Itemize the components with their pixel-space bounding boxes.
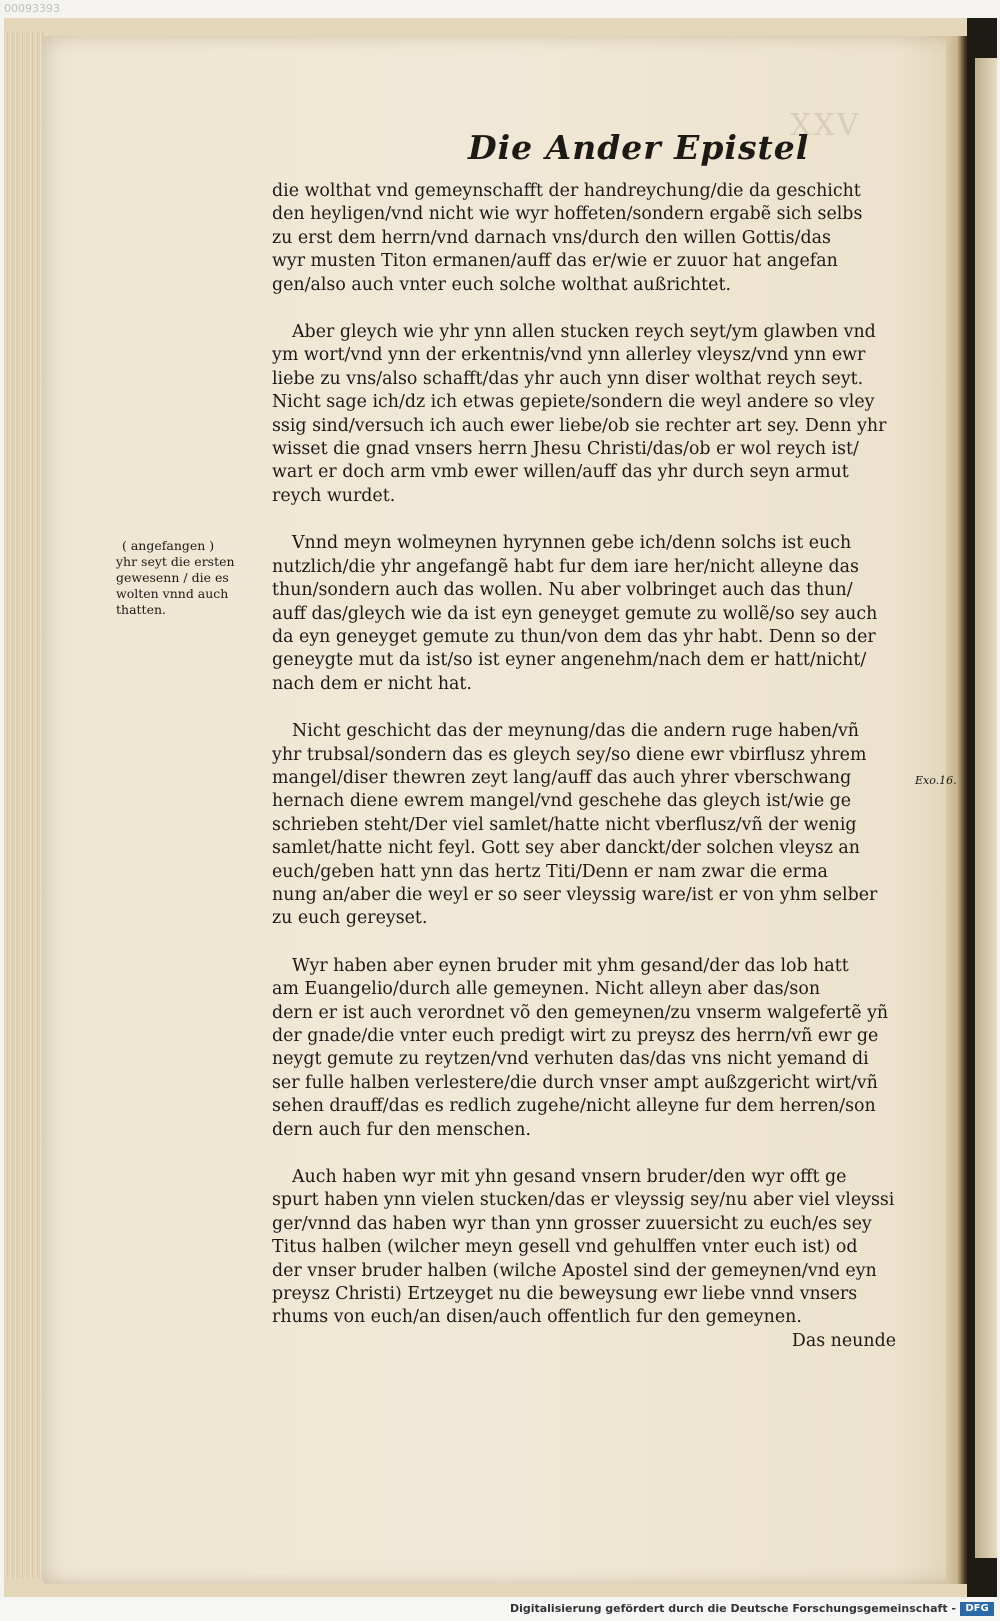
gloss-line: wolten vnnd auch [116, 586, 229, 601]
left-page-edges [4, 32, 46, 1578]
paragraph-6 [272, 1166, 908, 1330]
text-line: da eyn geneyget gemute zu thun/von dem das yhr habt. Denn so der [272, 626, 876, 647]
body-text [272, 180, 908, 1353]
gloss-line: ( angefangen ) [122, 538, 215, 553]
text-line: Aber gleych wie yhr ynn allen stucken reych seyt/ym glawben vnd [292, 322, 876, 343]
bleed-through-folio: XXV [790, 108, 861, 143]
marginal-reference: Exo.16. [915, 774, 957, 787]
text-line: reych wurdet. [272, 485, 396, 506]
text-line: ser fulle halben verlestere/die durch vnser ampt außzgericht wirt/vñ [272, 1072, 878, 1093]
text-line: am Euangelio/durch alle gemeynen. Nicht alleyn aber das/son [272, 979, 821, 1000]
paragraph-5 [272, 955, 908, 1142]
text-line: yhr trubsal/sondern das es gleych sey/so diene ewr vbirflusz yhrem [272, 744, 867, 765]
text-line: nach dem er nicht hat. [272, 673, 472, 694]
text-line: ger/vnnd das haben wyr than ynn grosser zuuersicht zu euch/es sey [272, 1213, 872, 1234]
text-line: dern er ist auch verordnet võ den gemeynen/zu vnserm walgefertẽ yñ [272, 1002, 889, 1023]
text-line: zu euch gereyset. [272, 908, 428, 929]
paragraph-4 [272, 720, 908, 931]
text-line: Vnnd meyn wolmeynen hyrynnen gebe ich/denn solchs ist euch [292, 533, 852, 554]
text-line: auff das/gleych wie da ist eyn geneyget gemute zu wollẽ/so sey auch [272, 603, 878, 624]
text-line: spurt haben ynn vielen stucken/das er vleyssig sey/nu aber viel vleyssi [272, 1190, 895, 1211]
text-line: nung an/aber die weyl er so seer vleyssig ware/ist er von yhm selber [272, 884, 878, 905]
gloss-line: gewesenn / die es [116, 570, 229, 585]
text-line: dern auch fur den menschen. [272, 1119, 531, 1140]
catchword: Das neunde [791, 1330, 896, 1351]
text-line: Auch haben wyr mit yhn gesand vnsern bruder/den wyr offt ge [292, 1167, 847, 1188]
text-line: schrieben steht/Der viel samlet/hatte nicht vberflusz/vñ der wenig [272, 814, 857, 835]
marginal-gloss [116, 538, 264, 618]
text-line: samlet/hatte nicht feyl. Gott sey aber danckt/der solchen vleysz an [272, 838, 861, 859]
running-title: Die Ander Epistel [468, 128, 810, 167]
text-line: wisset die gnad vnsers herrn Jhesu Christi/das/ob er wol reych ist/ [272, 439, 859, 460]
text-line: preysz Christi) Ertzeyget nu die beweysung ewr liebe vnnd vnsers [272, 1284, 858, 1305]
facing-page-strip [967, 18, 997, 1598]
dfg-logo: DFG [960, 1602, 994, 1616]
text-line: thun/sondern auch das wollen. Nu aber volbringet auch das thun/ [272, 580, 853, 601]
scan-id-label: 00093393 [4, 2, 60, 15]
gloss-line: yhr seyt die ersten [116, 554, 235, 569]
text-line: Wyr haben aber eynen bruder mit yhm gesand/der das lob hatt [292, 955, 849, 976]
text-line: wart er doch arm vmb ewer willen/auff das yhr durch seyn armut [272, 462, 849, 483]
footer-bar [0, 1597, 1000, 1621]
text-line: ssig sind/versuch ich auch ewer liebe/ob sie rechter art sey. Denn yhr [272, 415, 887, 436]
paragraph-2 [272, 321, 908, 508]
text-line: wyr musten Titon ermanen/auff das er/wie er zuuor hat angefan [272, 251, 838, 272]
paragraph-3 [272, 532, 908, 696]
text-line: Titus halben (wilcher meyn gesell vnd gehulffen vnter euch ist) od [272, 1237, 858, 1258]
text-line: der vnser bruder halben (wilche Apostel sind der gemeynen/vnd eyn [272, 1260, 877, 1281]
paragraph-1 [272, 180, 908, 297]
text-line: zu erst dem herrn/vnd darnach vns/durch den willen Gottis/das [272, 227, 831, 248]
text-line: rhums von euch/an disen/auch offentlich fur den gemeynen. [272, 1307, 802, 1328]
gloss-line: thatten. [116, 602, 166, 617]
text-line: den heyligen/vnd nicht wie wyr hoffeten/sondern ergabẽ sich selbs [272, 204, 863, 225]
text-line: der gnade/die vnter euch predigt wirt zu preysz des herrn/vñ ewr ge [272, 1026, 879, 1046]
text-line: die wolthat vnd gemeynschafft der handreychung/die da geschicht [272, 181, 861, 201]
text-line: ym wort/vnd ynn der erkentnis/vnd ynn allerley vleysz/vnd ynn ewr [272, 345, 866, 366]
text-line: geneygte mut da ist/so ist eyner angenehm/nach dem er hatt/nicht/ [272, 650, 867, 671]
text-line: liebe zu vns/also schafft/das yhr auch ynn diser wolthat reych seyt. [272, 368, 864, 389]
digitization-credit: Digitalisierung gefördert durch die Deutsche Forschungsgemeinschaft - [509, 1602, 956, 1615]
text-line: hernach diene ewrem mangel/vnd geschehe das gleych ist/wie ge [272, 791, 852, 812]
text-line: gen/also auch vnter euch solche wolthat außrichtet. [272, 274, 731, 295]
facing-page-edge [975, 58, 997, 1558]
text-line: mangel/diser thewren zeyt lang/auff das auch yhrer vberschwang [272, 767, 852, 788]
text-line: nutzlich/die yhr angefangẽ habt fur dem iare her/nicht alleyne das [272, 556, 859, 577]
text-line: neygt gemute zu reytzen/vnd verhuten das/das vns nicht yemand di [272, 1049, 869, 1070]
text-line: sehen drauff/das es redlich zugehe/nicht alleyne fur dem herren/son [272, 1096, 876, 1117]
text-line: Nicht geschicht das der meynung/das die andern ruge haben/vñ [292, 721, 860, 742]
text-line: Nicht sage ich/dz ich etwas gepiete/sondern die weyl andere so vley [272, 392, 875, 413]
text-line: euch/geben hatt ynn das hertz Titi/Denn er nam zwar die erma [272, 861, 828, 882]
